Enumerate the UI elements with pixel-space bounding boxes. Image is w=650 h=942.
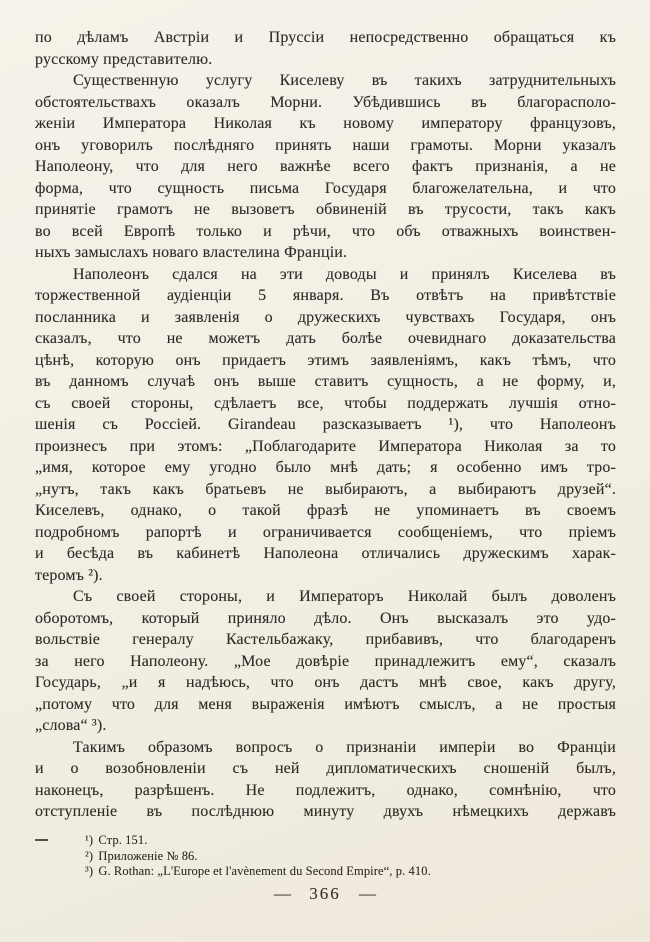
footnote (35, 833, 616, 849)
text-line: отступленіе въ послѣднюю минуту двухъ нѣмецкихъ державъ (35, 803, 616, 820)
text-line: „потому что для меня выраженія имѣютъ смыслъ, а не простыя (35, 695, 616, 713)
text-line: женіи Императора Николая къ новому императору французовъ, (35, 115, 616, 132)
text-line: „имя, которое ему угодно было мнѣ дать; я особенно имъ тро- (35, 459, 616, 476)
text-line: Такимъ образомъ вопросъ о признаніи имперіи во Франціи (73, 738, 616, 756)
footnotes-section (35, 833, 616, 880)
text-line: русскому представителю. (35, 50, 213, 68)
footnote-marker: ¹) (85, 833, 94, 847)
text-line: вольствіе генералу Кастельбажаку, прибавивъ, что благодаренъ (35, 631, 616, 648)
text-line: сказалъ, что не можетъ дать болѣе очевиднаго доказательства (35, 330, 616, 347)
text-line: произнесъ при этомъ: „Поблагодарите Императора Николая за то (35, 437, 616, 455)
text-line: торжественной аудіенціи 5 января. Въ отвѣтъ на привѣтствіе (35, 287, 616, 304)
footnote-list (35, 833, 616, 880)
paragraph (35, 27, 616, 70)
text-line: наконецъ, разрѣшенъ. Не подлежитъ, однако, сомнѣнію, что (35, 781, 616, 799)
text-line: посланника и заявленія о дружескихъ чувствахъ Государя, онъ (35, 308, 616, 326)
text-line: и бесѣда въ кабинетѣ Наполеона отличались дружескимъ харак- (35, 545, 616, 562)
text-line: по дѣламъ Австріи и Пруссіи непосредственно обращаться къ (35, 29, 616, 46)
text-line: теромъ ²). (35, 566, 103, 584)
page-number-right-dash: — (359, 884, 376, 903)
page-number-value: 366 (309, 884, 341, 903)
text-line: цѣнѣ, которую онъ придаетъ этимъ заявленіямъ, какъ тѣмъ, что (35, 351, 616, 369)
text-line: Наполеону, что для него важнѣе всего фактъ признанія, а не (35, 158, 616, 175)
text-line: во всей Европѣ только и рѣчи, что объ отважныхъ воинствен- (35, 222, 616, 240)
text-line: принятіе грамотъ не вызоветъ обвиненій въ трусости, такъ какъ (35, 201, 616, 218)
footnote (35, 849, 616, 865)
footnote-text: G. Rothan: „L'Europe et l'avènement du Second Empire“, p. 410. (95, 864, 431, 878)
footnote (35, 864, 616, 880)
text-line: Государь, „и я надѣюсь, что онъ дастъ мнѣ свое, какъ другу, (35, 674, 616, 691)
text-line: Наполеонъ сдался на эти доводы и принялъ Киселева въ (73, 265, 616, 283)
footnote-marker: ²) (85, 848, 94, 863)
text-line: обстоятельствахъ оказалъ Морни. Убѣдившись въ благорасполо- (35, 93, 616, 111)
text-line: онъ уговорилъ послѣдняго принять наши грамоты. Морни указалъ (35, 136, 616, 154)
text-line: „нутъ, такъ какъ братьевъ не выбираютъ, а выбираютъ друзей“. (35, 480, 616, 498)
footnote-separator (35, 839, 48, 841)
text-line: форма, что сущность письма Государя благожелательна, и что (35, 179, 616, 197)
text-line: Киселевъ, однако, о такой фразѣ не упоминаетъ въ своемъ (35, 502, 616, 519)
body-text (35, 27, 616, 823)
text-line: ныхъ замыслахъ новаго властелина Франціи. (35, 244, 348, 261)
text-line: Существенную услугу Киселеву въ такихъ затруднительныхъ (73, 72, 616, 89)
text-line: и о возобновленіи съ ней дипломатическихъ сношеній былъ, (35, 760, 616, 777)
text-line: „слова“ ³). (35, 717, 107, 734)
footnote-text: Приложеніе № 86. (95, 848, 198, 863)
paragraph (35, 70, 616, 264)
paragraph (35, 586, 616, 737)
page-number-left-dash: — (274, 884, 291, 903)
page-number (0, 884, 650, 904)
footnote-text: Стр. 151. (95, 833, 148, 847)
text-line: въ данномъ случаѣ онъ выше ставитъ сущность, а не форму, и, (35, 373, 616, 390)
text-line: оборотомъ, который приняло дѣло. Онъ высказалъ это удо- (35, 609, 616, 627)
footnote-marker: ³) (85, 864, 94, 878)
text-line: Съ своей стороны, и Императоръ Николай былъ доволенъ (73, 588, 616, 605)
paragraph (35, 264, 616, 587)
paragraph (35, 737, 616, 823)
text-line: за него Наполеону. „Мое довѣріе принадлежитъ ему“, сказалъ (35, 652, 616, 670)
text-line: съ своей стороны, сдѣлаетъ все, чтобы поддержать лучшія отно- (35, 394, 616, 412)
text-line: подробномъ рапортѣ и ограничивается сообщеніемъ, что пріемъ (35, 523, 616, 541)
text-line: шенія съ Россіей. Girandeau разсказываетъ ¹), что Наполеонъ (35, 416, 616, 433)
